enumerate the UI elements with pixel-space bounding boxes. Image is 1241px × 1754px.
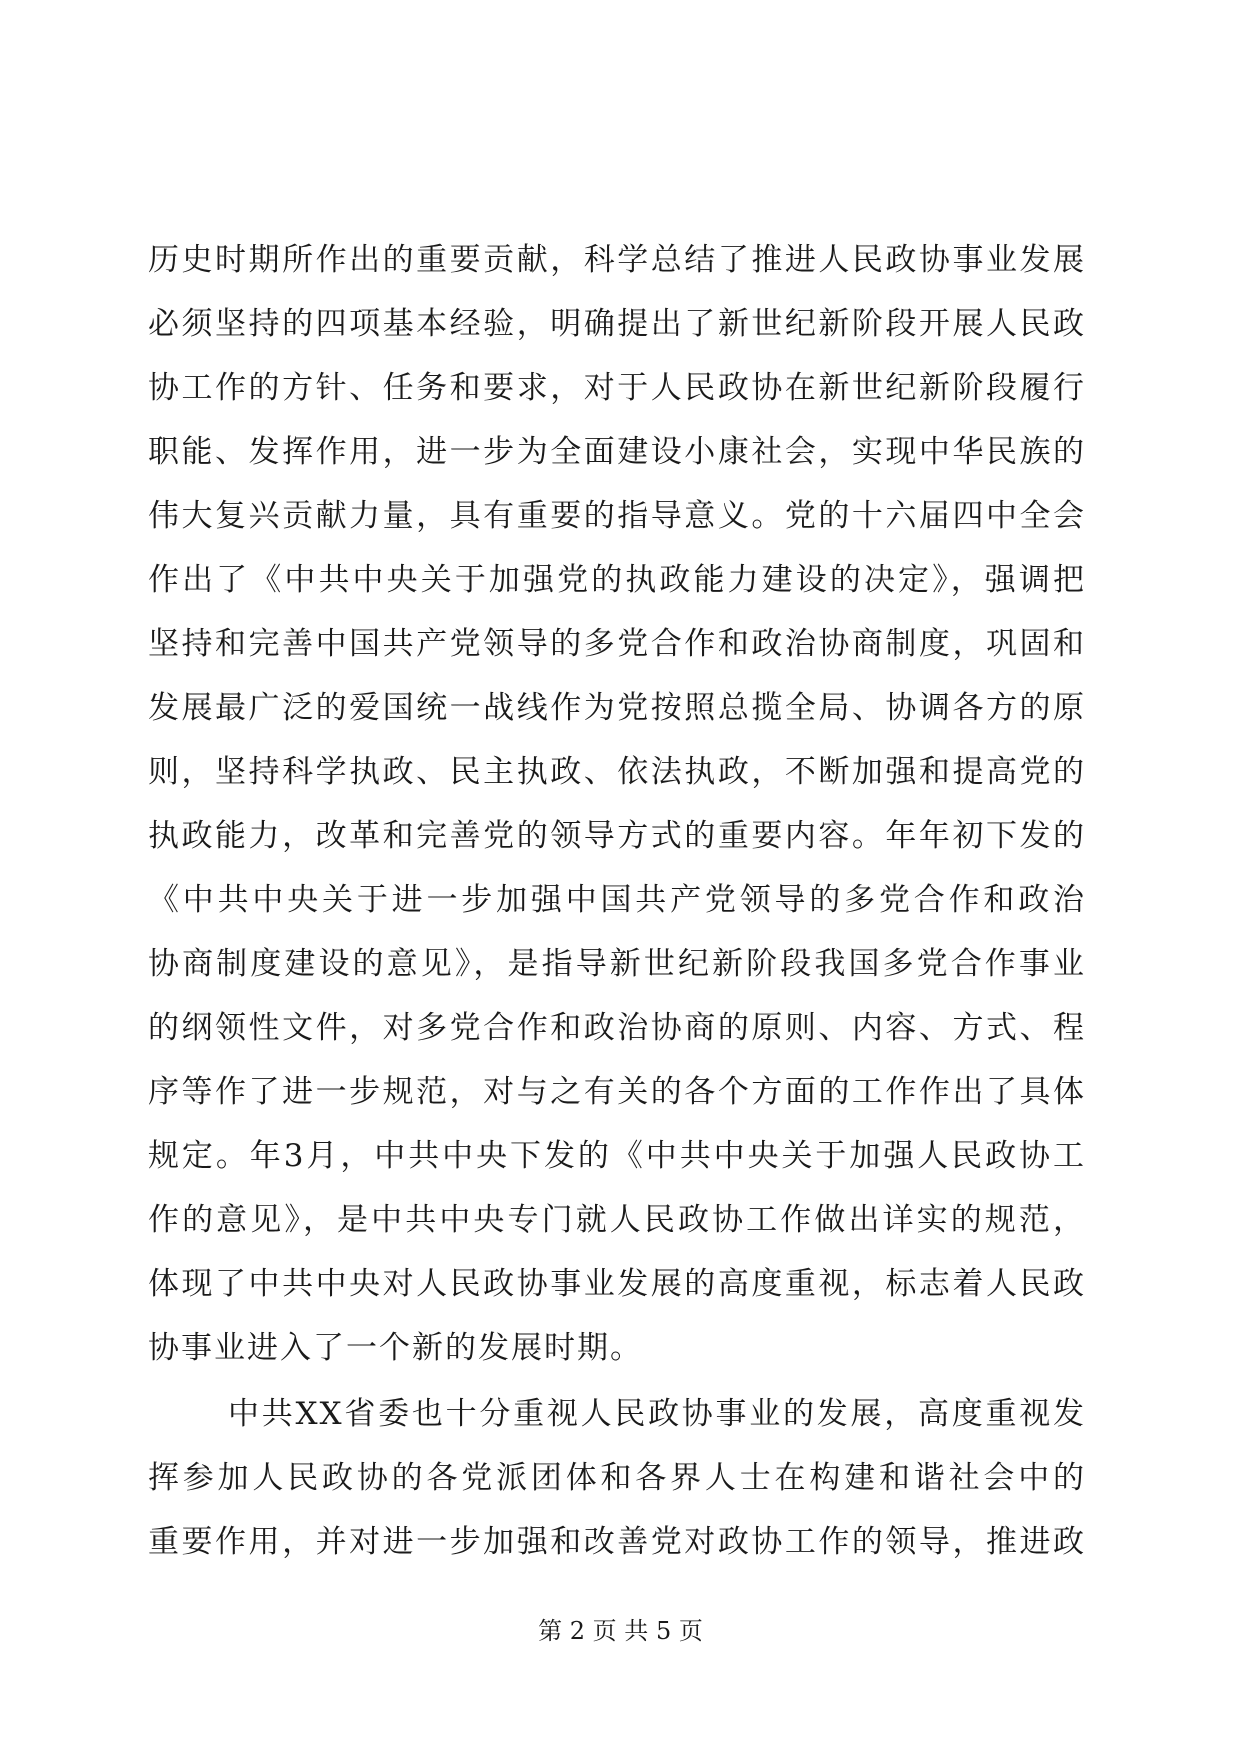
paragraph-2 [148,1382,1086,1574]
text-line: 《中共中央关于进一步加强中国共产党领导的多党合作和政治 [148,882,1086,918]
text-line: 协工作的方针、任务和要求，对于人民政协在新世纪新阶段履行 [148,370,1086,406]
paragraph-1 [148,228,1086,1380]
text-line: 挥参加人民政协的各党派团体和各界人士在构建和谐社会中的 [148,1460,1086,1496]
text-line: 必须坚持的四项基本经验，明确提出了新世纪新阶段开展人民政 [148,306,1086,342]
text-line: 作出了《中共中央关于加强党的执政能力建设的决定》，强调把 [148,562,1086,598]
page-footer [0,1611,1241,1646]
text-line: 中共XX省委也十分重视人民政协事业的发展，高度重视发 [228,1396,1086,1432]
text-line: 执政能力，改革和完善党的领导方式的重要内容。年年初下发的 [148,818,1086,854]
text-line: 作的意见》，是中共中央专门就人民政协工作做出详实的规范， [148,1202,1086,1238]
text-line: 历史时期所作出的重要贡献，科学总结了推进人民政协事业发展 [148,242,1086,278]
page-number-label: 第 2 页 共 5 页 [538,1617,703,1645]
text-line: 协商制度建设的意见》，是指导新世纪新阶段我国多党合作事业 [148,946,1086,982]
text-line: 发展最广泛的爱国统一战线作为党按照总揽全局、协调各方的原 [148,690,1086,726]
text-line: 重要作用，并对进一步加强和改善党对政协工作的领导，推进政 [148,1524,1086,1560]
text-line: 序等作了进一步规范，对与之有关的各个方面的工作作出了具体 [148,1074,1086,1110]
text-line: 的纲领性文件，对多党合作和政治协商的原则、内容、方式、程 [148,1010,1086,1046]
document-body [148,228,1086,1574]
text-line: 体现了中共中央对人民政协事业发展的高度重视，标志着人民政 [148,1266,1086,1302]
text-line: 规定。年3月，中共中央下发的《中共中央关于加强人民政协工 [148,1138,1086,1174]
text-line: 伟大复兴贡献力量，具有重要的指导意义。党的十六届四中全会 [148,498,1086,534]
text-line: 协事业进入了一个新的发展时期。 [148,1330,643,1366]
text-line: 坚持和完善中国共产党领导的多党合作和政治协商制度，巩固和 [148,626,1086,662]
text-line: 职能、发挥作用，进一步为全面建设小康社会，实现中华民族的 [148,434,1086,470]
text-line: 则，坚持科学执政、民主执政、依法执政，不断加强和提高党的 [148,754,1086,790]
